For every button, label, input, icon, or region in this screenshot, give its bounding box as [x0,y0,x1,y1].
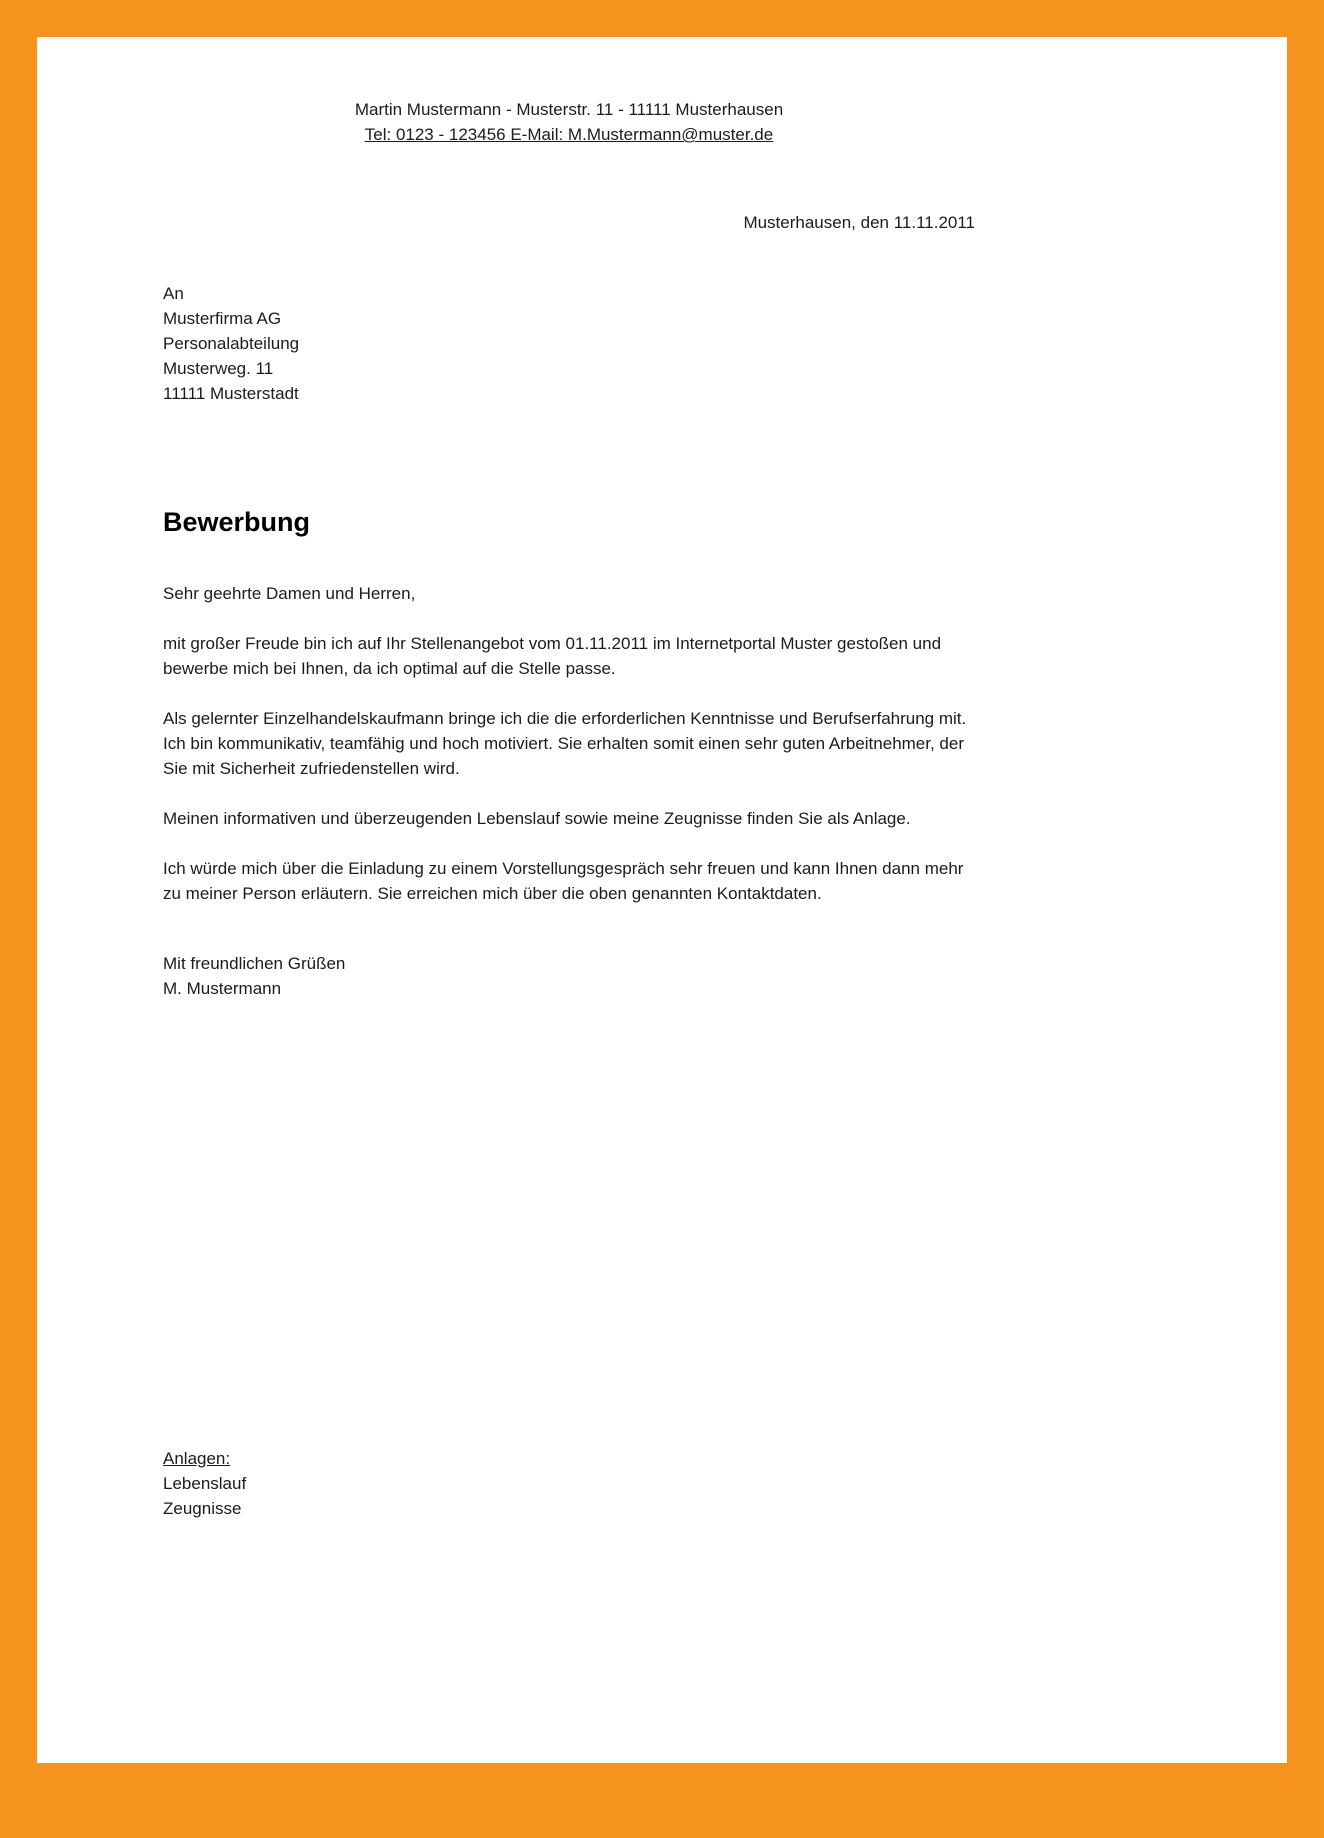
closing-block [163,951,975,1001]
attachments-section [163,1446,975,1521]
recipient-line-city: 11111 Musterstadt [163,384,299,403]
subject-heading: Bewerbung [163,507,311,537]
attachments-label-text: Anlagen: [163,1449,231,1468]
sender-header [163,37,975,147]
recipient-address [163,281,975,406]
body-paragraph-2: Als gelernter Einzelhandelskaufmann bringe ich die die erforderlichen Kenntnisse und Berufserfahrung mit. Ich bin kommunikativ, teamfähig und hoch motiviert. Sie erhalten somit einen sehr guten Arbeitnehmer, der Sie mit Sicherheit zufriedenstellen wird. [163,709,967,778]
sender-contact-line [163,122,975,147]
sender-address-line: Martin Mustermann - Musterstr. 11 - 11111 Musterhausen [354,100,784,119]
letter-page [37,37,1287,1763]
body-paragraph-4: Ich würde mich über die Einladung zu einem Vorstellungsgespräch sehr freuen und kann Ihnen dann mehr zu meiner Person erläutern. Sie erreichen mich über die oben genannten Kontaktdaten. [163,859,964,903]
date-line: Musterhausen, den 11.11.2011 [743,213,975,232]
body-paragraph-3: Meinen informativen und überzeugenden Lebenslauf sowie meine Zeugnisse finden Sie als Anlage. [163,809,911,828]
attachment-item-lebenslauf: Lebenslauf [163,1474,247,1493]
attachments-label [163,1446,975,1471]
sender-contact-text: Tel: 0123 - 123456 E-Mail: M.Mustermann@muster.de [364,125,774,144]
letter-content [163,37,975,1763]
recipient-line-department: Personalabteilung [163,334,300,353]
signature-name: M. Mustermann [163,979,282,998]
attachment-item-zeugnisse: Zeugnisse [163,1499,242,1518]
salutation: Sehr geehrte Damen und Herren, [163,584,416,603]
recipient-line-an: An [163,284,184,303]
recipient-line-company: Musterfirma AG [163,309,282,328]
recipient-line-street: Musterweg. 11 [163,359,274,378]
body-paragraph-1: mit großer Freude bin ich auf Ihr Stellenangebot vom 01.11.2011 im Internetportal Muster gestoßen und bewerbe mich bei Ihnen, da ich optimal auf die Stelle passe. [163,634,942,678]
closing-formula: Mit freundlichen Grüßen [163,954,346,973]
